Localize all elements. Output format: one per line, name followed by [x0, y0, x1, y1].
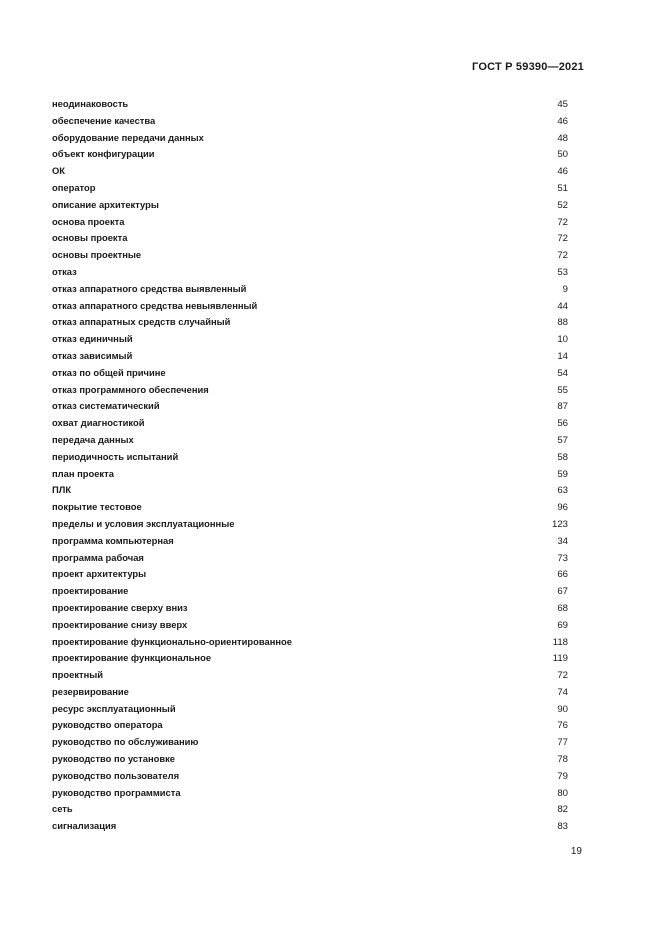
- index-term: ПЛК: [52, 484, 72, 496]
- index-entry: [52, 516, 568, 533]
- index-entry: [52, 432, 568, 449]
- index-term: руководство программиста: [52, 786, 181, 798]
- index-term: руководство по установке: [52, 753, 176, 765]
- index-term: план проекта: [52, 467, 114, 479]
- index-term: отказ систематический: [52, 400, 160, 412]
- index-entry: [52, 801, 568, 818]
- index-term: передача данных: [52, 433, 134, 445]
- index-page-ref: 51: [557, 182, 568, 194]
- index-term: отказ аппаратного средства выявленный: [52, 282, 247, 294]
- index-term: основа проекта: [52, 215, 125, 227]
- index-term: проектирование функциональное: [52, 652, 212, 664]
- index-page-ref: 72: [557, 233, 568, 245]
- index-entry: [52, 684, 568, 701]
- index-term: программа рабочая: [52, 551, 144, 563]
- index-entry: [52, 566, 568, 583]
- index-entry: [52, 449, 568, 466]
- index-entry: [52, 583, 568, 600]
- index-page-ref: 76: [557, 720, 568, 732]
- index-entry: [52, 382, 568, 399]
- index-page-ref: 88: [557, 317, 568, 329]
- index-page-ref: 96: [557, 502, 568, 514]
- index-term: отказ по общей причине: [52, 366, 166, 378]
- index-page-ref: 87: [557, 401, 568, 413]
- index-page-ref: 90: [557, 703, 568, 715]
- index-entry: [52, 617, 568, 634]
- index-page-ref: 73: [557, 552, 568, 564]
- index-page-ref: 66: [557, 569, 568, 581]
- index-entry: [52, 96, 568, 113]
- index-term: отказ аппаратного средства невыявленный: [52, 299, 258, 311]
- index-page-ref: 14: [557, 350, 568, 362]
- index-page-ref: 46: [557, 115, 568, 127]
- index-entry: [52, 348, 568, 365]
- index-term: проектирование функционально-ориентированное: [52, 635, 292, 647]
- index-page-ref: 72: [557, 670, 568, 682]
- index-page-ref: 80: [557, 787, 568, 799]
- index-entry: [52, 197, 568, 214]
- alphabetical-index: [52, 96, 568, 835]
- index-page-ref: 74: [557, 686, 568, 698]
- index-entry: [52, 281, 568, 298]
- index-term: основы проекта: [52, 232, 128, 244]
- index-term: отказ зависимый: [52, 349, 133, 361]
- index-term: проектный: [52, 669, 104, 681]
- index-term: руководство пользователя: [52, 769, 180, 781]
- index-page-ref: 119: [552, 653, 568, 665]
- index-entry: [52, 130, 568, 147]
- index-page-ref: 63: [557, 485, 568, 497]
- index-page-ref: 72: [557, 216, 568, 228]
- index-entry: [52, 298, 568, 315]
- index-page-ref: 55: [557, 384, 568, 396]
- index-term: отказ программного обеспечения: [52, 383, 209, 395]
- index-term: резервирование: [52, 685, 129, 697]
- index-page-ref: 54: [557, 367, 568, 379]
- index-term: отказ: [52, 265, 77, 277]
- index-page-ref: 46: [557, 166, 568, 178]
- index-entry: [52, 734, 568, 751]
- index-term: описание архитектуры: [52, 198, 159, 210]
- index-page-ref: 123: [551, 518, 568, 530]
- index-entry: [52, 365, 568, 382]
- index-page-ref: 52: [557, 199, 568, 211]
- index-page-ref: 68: [557, 602, 568, 614]
- index-entry: [52, 264, 568, 281]
- index-term: отказ единичный: [52, 333, 133, 345]
- index-term: покрытие тестовое: [52, 501, 142, 513]
- index-page-ref: 79: [557, 770, 568, 782]
- index-page-ref: 34: [557, 535, 568, 547]
- index-entry: [52, 667, 568, 684]
- index-page-ref: 82: [557, 804, 568, 816]
- index-page-ref: 10: [557, 334, 568, 346]
- index-page-ref: 118: [552, 636, 568, 648]
- index-term: программа компьютерная: [52, 534, 174, 546]
- index-term: проект архитектуры: [52, 568, 147, 580]
- index-entry: [52, 113, 568, 130]
- index-entry: [52, 650, 568, 667]
- index-entry: [52, 634, 568, 651]
- index-entry: [52, 163, 568, 180]
- index-entry: [52, 314, 568, 331]
- index-entry: [52, 717, 568, 734]
- index-page-ref: 57: [557, 434, 568, 446]
- index-term: неодинаковость: [52, 98, 129, 109]
- index-entry: [52, 533, 568, 550]
- index-entry: [52, 701, 568, 718]
- index-entry: [52, 768, 568, 785]
- index-entry: [52, 466, 568, 483]
- index-page-ref: 44: [557, 300, 568, 312]
- index-page-ref: 69: [557, 619, 568, 631]
- index-entry: [52, 214, 568, 231]
- index-term: основы проектные: [52, 249, 142, 261]
- index-term: оператор: [52, 181, 96, 193]
- index-entry: [52, 550, 568, 567]
- index-term: ресурс эксплуатационный: [52, 702, 176, 714]
- index-term: оборудование передачи данных: [52, 131, 204, 143]
- index-term: ОК: [52, 165, 66, 177]
- index-term: обеспечение качества: [52, 114, 156, 126]
- index-term: охват диагностикой: [52, 417, 145, 429]
- document-code: ГОСТ Р 59390—2021: [472, 61, 584, 73]
- index-page-ref: 56: [557, 418, 568, 430]
- index-entry: [52, 331, 568, 348]
- index-page-ref: 78: [557, 754, 568, 766]
- index-page-ref: 72: [557, 250, 568, 262]
- index-term: периодичность испытаний: [52, 450, 179, 462]
- index-term: проектирование сверху вниз: [52, 601, 188, 613]
- page-number: 19: [570, 846, 582, 857]
- index-page-ref: 59: [557, 468, 568, 480]
- index-entry: [52, 785, 568, 802]
- index-entry: [52, 398, 568, 415]
- index-page-ref: 50: [557, 149, 568, 161]
- index-page-ref: 48: [557, 132, 568, 144]
- index-entry: [52, 600, 568, 617]
- index-entry: [52, 230, 568, 247]
- index-term: сеть: [52, 803, 73, 815]
- index-page-ref: 83: [557, 821, 568, 833]
- index-entry: [52, 499, 568, 516]
- index-page-ref: 77: [557, 737, 568, 749]
- index-term: сигнализация: [52, 820, 117, 832]
- index-term: пределы и условия эксплуатационные: [52, 517, 235, 529]
- index-entry: [52, 247, 568, 264]
- index-term: объект конфигурации: [52, 148, 155, 160]
- index-entry: [52, 818, 568, 835]
- index-term: отказ аппаратных средств случайный: [52, 316, 231, 328]
- index-page-ref: 9: [562, 283, 568, 295]
- index-term: проектирование снизу вверх: [52, 618, 188, 630]
- index-page-ref: 45: [557, 99, 568, 110]
- index-term: руководство оператора: [52, 719, 163, 731]
- index-page-ref: 58: [557, 451, 568, 463]
- index-entry: [52, 180, 568, 197]
- index-page-ref: 53: [557, 266, 568, 278]
- index-entry: [52, 146, 568, 163]
- index-term: руководство по обслуживанию: [52, 736, 199, 748]
- index-entry: [52, 482, 568, 499]
- index-entry: [52, 751, 568, 768]
- index-term: проектирование: [52, 585, 129, 597]
- index-entry: [52, 415, 568, 432]
- index-page-ref: 67: [557, 586, 568, 598]
